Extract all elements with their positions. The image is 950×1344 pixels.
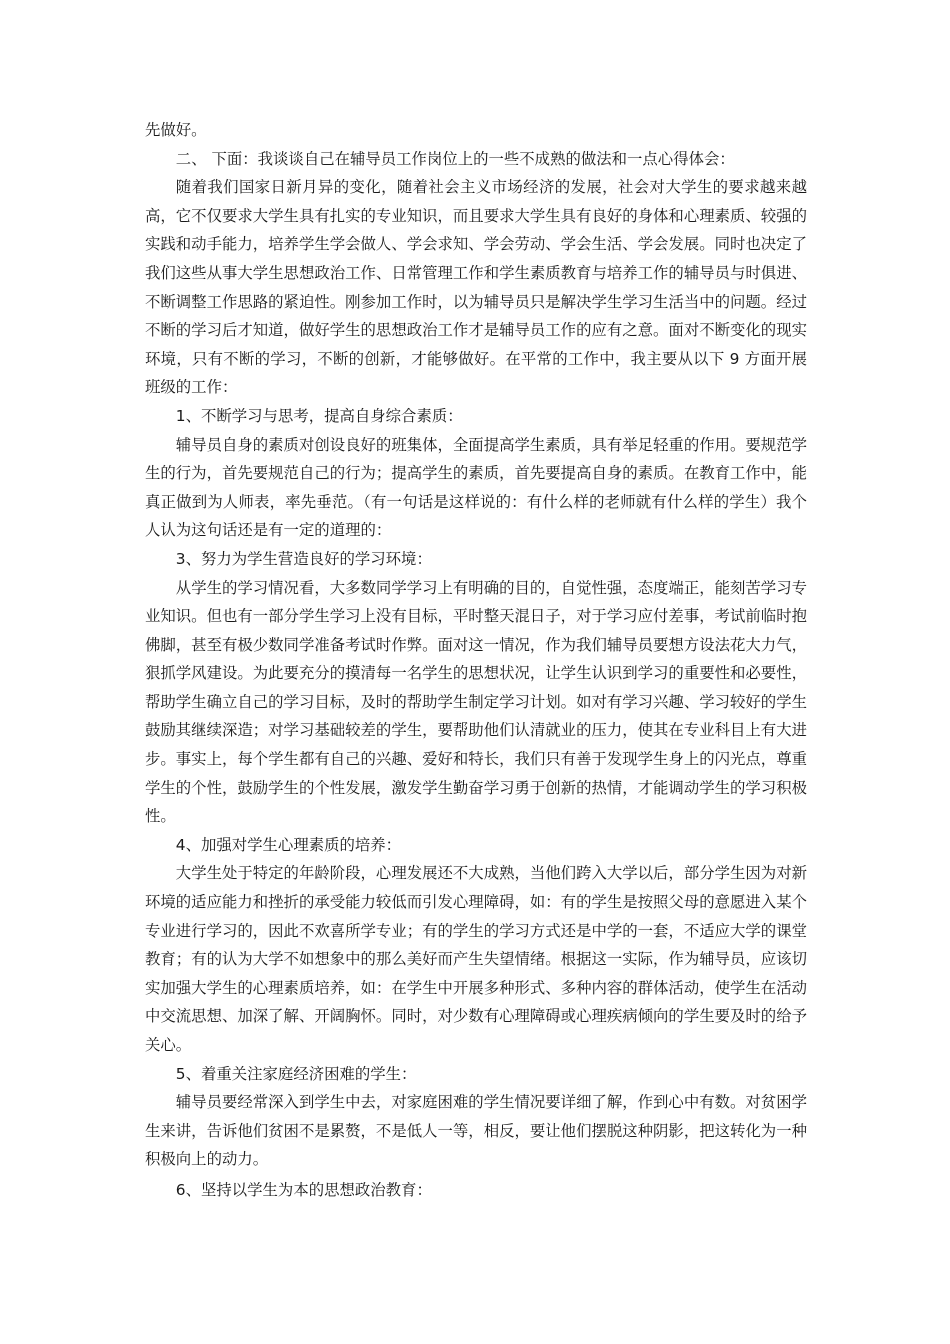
section-heading-two: 二、 下面：我谈谈自己在辅导员工作岗位上的一些不成熟的做法和一点心得体会：	[175, 149, 735, 168]
item-heading-5: 5、着重关注家庭经济困难的学生：	[175, 1064, 417, 1083]
paragraph-item-3: 从学生的学习情况看，大多数同学学习上有明确的目的，自觉性强，态度端正，能刻苦学习专业知识。但也有一部分学生学习上没有目标，平时整天混日子，对于学习应付差事，考试前临时抱佛脚，甚至有极少数同学准备考试时作弊。面对这一情况，作为我们辅导员要想方设法花大力气，狠抓学风建设。为此要充分的摸清每一名学生的思想状况，让学生认识到学习的重要性和必要性，帮助学生确立自己的学习目标，及时的帮助学生制定学习计划。如对有学习兴趣、学习较好的学生鼓励其继续深造；对学习基础较差的学生，要帮助他们认清就业的压力，使其在专业科目上有大进步。事实上，每个学生都有自己的兴趣、爱好和特长，我们只有善于发现学生身上的闪光点，尊重学生的个性，鼓励学生的个性发展，激发学生勤奋学习勇于创新的热情，才能调动学生的学习积极性。	[145, 578, 807, 826]
item-heading-4: 4、加强对学生心理素质的培养：	[175, 835, 402, 854]
document-body	[145, 116, 807, 1205]
paragraph-item-5: 辅导员要经常深入到学生中去，对家庭困难的学生情况要详细了解，作到心中有数。对贫困学生来讲，告诉他们贫困不是累赘，不是低人一等，相反，要让他们摆脱这种阴影，把这转化为一种积极向上的动力。	[145, 1093, 807, 1169]
paragraph-item-4: 大学生处于特定的年龄阶段，心理发展还不大成熟，当他们跨入大学以后，部分学生因为对新环境的适应能力和挫折的承受能力较低而引发心理障碍，如：有的学生是按照父母的意愿进入某个专业进行学习的，因此不欢喜所学专业；有的学生的学习方式还是中学的一套，不适应大学的课堂教育；有的认为大学不如想象中的那么美好而产生失望情绪。根据这一实际，作为辅导员，应该切实加强大学生的心理素质培养，如：在学生中开展多种形式、多种内容的群体活动，使学生在活动中交流思想、加深了解、开阔胸怀。同时，对少数有心理障碍或心理疾病倾向的学生要及时的给予关心。	[145, 864, 807, 1054]
paragraph-intro: 随着我们国家日新月异的变化，随着社会主义市场经济的发展，社会对大学生的要求越来越高，它不仅要求大学生具有扎实的专业知识，而且要求大学生具有良好的身体和心理素质、较强的实践和动手能力，培养学生学会做人、学会求知、学会劳动、学会生活、学会发展。同时也决定了我们这些从事大学生思想政治工作、日常管理工作和学生素质教育与培养工作的辅导员与时俱进、不断调整工作思路的紧迫性。刚参加工作时，以为辅导员只是解决学生学习生活当中的问题。经过不断的学习后才知道，做好学生的思想政治工作才是辅导员工作的应有之意。面对不断变化的现实环境，只有不断的学习，不断的创新，才能够做好。在平常的工作中，我主要从以下 9 方面开展班级的工作：	[145, 178, 807, 397]
paragraph-continuation: 先做好。	[145, 121, 207, 139]
item-heading-3: 3、努力为学生营造良好的学习环境：	[175, 549, 432, 568]
item-heading-6: 6、坚持以学生为本的思想政治教育：	[175, 1180, 432, 1199]
paragraph-item-1: 辅导员自身的素质对创设良好的班集体，全面提高学生素质，具有举足轻重的作用。要规范学生的行为，首先要规范自己的行为；提高学生的素质，首先要提高自身的素质。在教育工作中，能真正做到为人师表，率先垂范。（有一句话是这样说的：有什么样的老师就有什么样的学生）我个人认为这句话还是有一定的道理的：	[145, 435, 807, 540]
item-heading-1: 1、不断学习与思考，提高自身综合素质：	[175, 406, 463, 425]
